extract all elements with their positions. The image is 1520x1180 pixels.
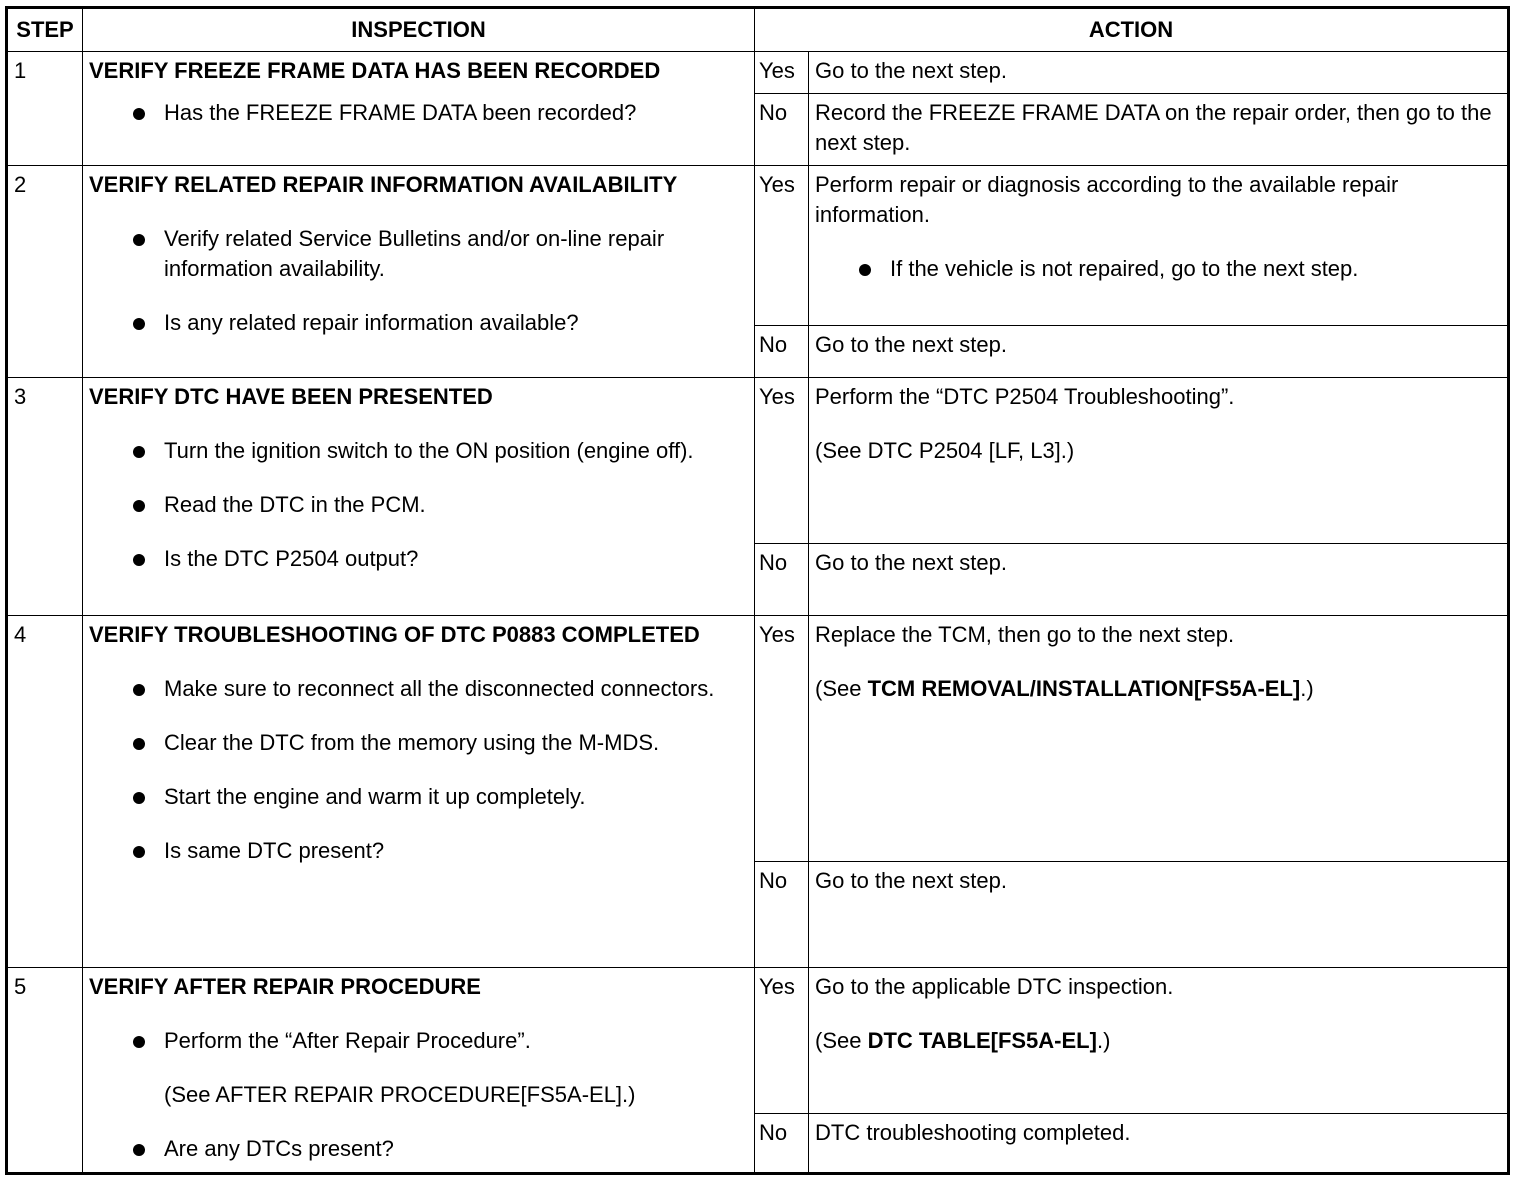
yes-see-reference: (See TCM REMOVAL/INSTALLATION[FS5A-EL].) <box>815 676 1314 701</box>
no-action: Record the FREEZE FRAME DATA on the repair order, then go to the next step. <box>809 94 1509 166</box>
bullet-icon <box>133 446 145 458</box>
bullet-icon <box>133 684 145 696</box>
step-number: 4 <box>7 616 83 968</box>
yes-action: Replace the TCM, then go to the next step. <box>815 622 1235 647</box>
yes-action-cell <box>809 616 1509 862</box>
bullet-icon <box>133 1144 145 1156</box>
inspection-bullet: Clear the DTC from the memory using the M-MDS. <box>89 728 748 758</box>
yes-label: Yes <box>755 378 809 544</box>
inspection-bullet: Make sure to reconnect all the disconnected connectors. <box>89 674 748 704</box>
step-1-yes-row <box>7 52 1509 94</box>
no-label: No <box>755 862 809 968</box>
no-action: Go to the next step. <box>809 862 1509 968</box>
bullet-icon <box>133 1036 145 1048</box>
inspection-bullet: Verify related Service Bulletins and/or on-line repair information availability. <box>89 224 748 284</box>
header-inspection: INSPECTION <box>83 8 755 52</box>
inspection-cell <box>83 52 755 166</box>
no-action: DTC troubleshooting completed. <box>809 1114 1509 1174</box>
inspection-bullet: Start the engine and warm it up completely. <box>89 782 748 812</box>
step-number: 3 <box>7 378 83 616</box>
step-3-yes-row <box>7 378 1509 544</box>
yes-action-cell <box>809 166 1509 326</box>
inspection-cell <box>83 968 755 1174</box>
bullet-icon <box>859 264 871 276</box>
inspection-bullet: Are any DTCs present? <box>89 1134 748 1164</box>
after-repair-reference: (See AFTER REPAIR PROCEDURE[FS5A-EL].) <box>164 1082 636 1107</box>
yes-action: Go to the applicable DTC inspection. <box>815 974 1174 999</box>
bullet-icon <box>133 234 145 246</box>
inspection-cell <box>83 378 755 616</box>
step-5-yes-row <box>7 968 1509 1114</box>
header-step: STEP <box>7 8 83 52</box>
yes-action: Perform repair or diagnosis according to the available repair information. <box>815 172 1399 227</box>
inspection-bullet: Is same DTC present? <box>89 836 748 866</box>
bullet-icon <box>133 500 145 512</box>
no-action: Go to the next step. <box>809 326 1509 378</box>
no-label: No <box>755 544 809 616</box>
yes-action: Go to the next step. <box>809 52 1509 94</box>
yes-label: Yes <box>755 52 809 94</box>
no-label: No <box>755 94 809 166</box>
inspection-bullet: Has the FREEZE FRAME DATA been recorded? <box>89 98 748 128</box>
step-title: VERIFY RELATED REPAIR INFORMATION AVAILABILITY <box>89 172 678 197</box>
inspection-bullet: Read the DTC in the PCM. <box>89 490 748 520</box>
bullet-icon <box>133 108 145 120</box>
yes-label: Yes <box>755 968 809 1114</box>
bullet-icon <box>133 318 145 330</box>
step-title: VERIFY FREEZE FRAME DATA HAS BEEN RECORDED <box>89 58 661 83</box>
inspection-bullet: Perform the “After Repair Procedure”. <box>89 1026 748 1056</box>
yes-see-reference: (See DTC TABLE[FS5A-EL].) <box>815 1028 1111 1053</box>
step-number: 1 <box>7 52 83 166</box>
inspection-cell <box>83 166 755 378</box>
inspection-bullet: Turn the ignition switch to the ON position (engine off). <box>89 436 748 466</box>
yes-action-cell <box>809 968 1509 1114</box>
bullet-icon <box>133 792 145 804</box>
step-2-yes-row <box>7 166 1509 326</box>
no-label: No <box>755 326 809 378</box>
diagnostic-procedure-table <box>5 6 1510 1175</box>
inspection-cell <box>83 616 755 968</box>
dtc-table-link[interactable]: DTC TABLE[FS5A-EL] <box>867 1028 1097 1053</box>
step-4-yes-row <box>7 616 1509 862</box>
header-action: ACTION <box>755 8 1509 52</box>
bullet-icon <box>133 846 145 858</box>
yes-see-reference: (See DTC P2504 [LF, L3].) <box>815 438 1075 463</box>
tcm-removal-link[interactable]: TCM REMOVAL/INSTALLATION[FS5A-EL] <box>867 676 1301 701</box>
inspection-bullet: Is the DTC P2504 output? <box>89 544 748 574</box>
no-label: No <box>755 1114 809 1174</box>
inspection-bullet: Is any related repair information available? <box>89 308 748 338</box>
step-title: VERIFY TROUBLESHOOTING OF DTC P0883 COMPLETED <box>89 622 700 647</box>
bullet-icon <box>133 554 145 566</box>
yes-action: Perform the “DTC P2504 Troubleshooting”. <box>815 384 1235 409</box>
step-title: VERIFY AFTER REPAIR PROCEDURE <box>89 974 481 999</box>
step-number: 5 <box>7 968 83 1174</box>
yes-label: Yes <box>755 616 809 862</box>
bullet-icon <box>133 738 145 750</box>
step-number: 2 <box>7 166 83 378</box>
yes-label: Yes <box>755 166 809 326</box>
step-title: VERIFY DTC HAVE BEEN PRESENTED <box>89 384 493 409</box>
action-bullet: If the vehicle is not repaired, go to the next step. <box>815 254 1501 284</box>
header-row <box>7 8 1509 52</box>
yes-action-cell <box>809 378 1509 544</box>
no-action: Go to the next step. <box>809 544 1509 616</box>
